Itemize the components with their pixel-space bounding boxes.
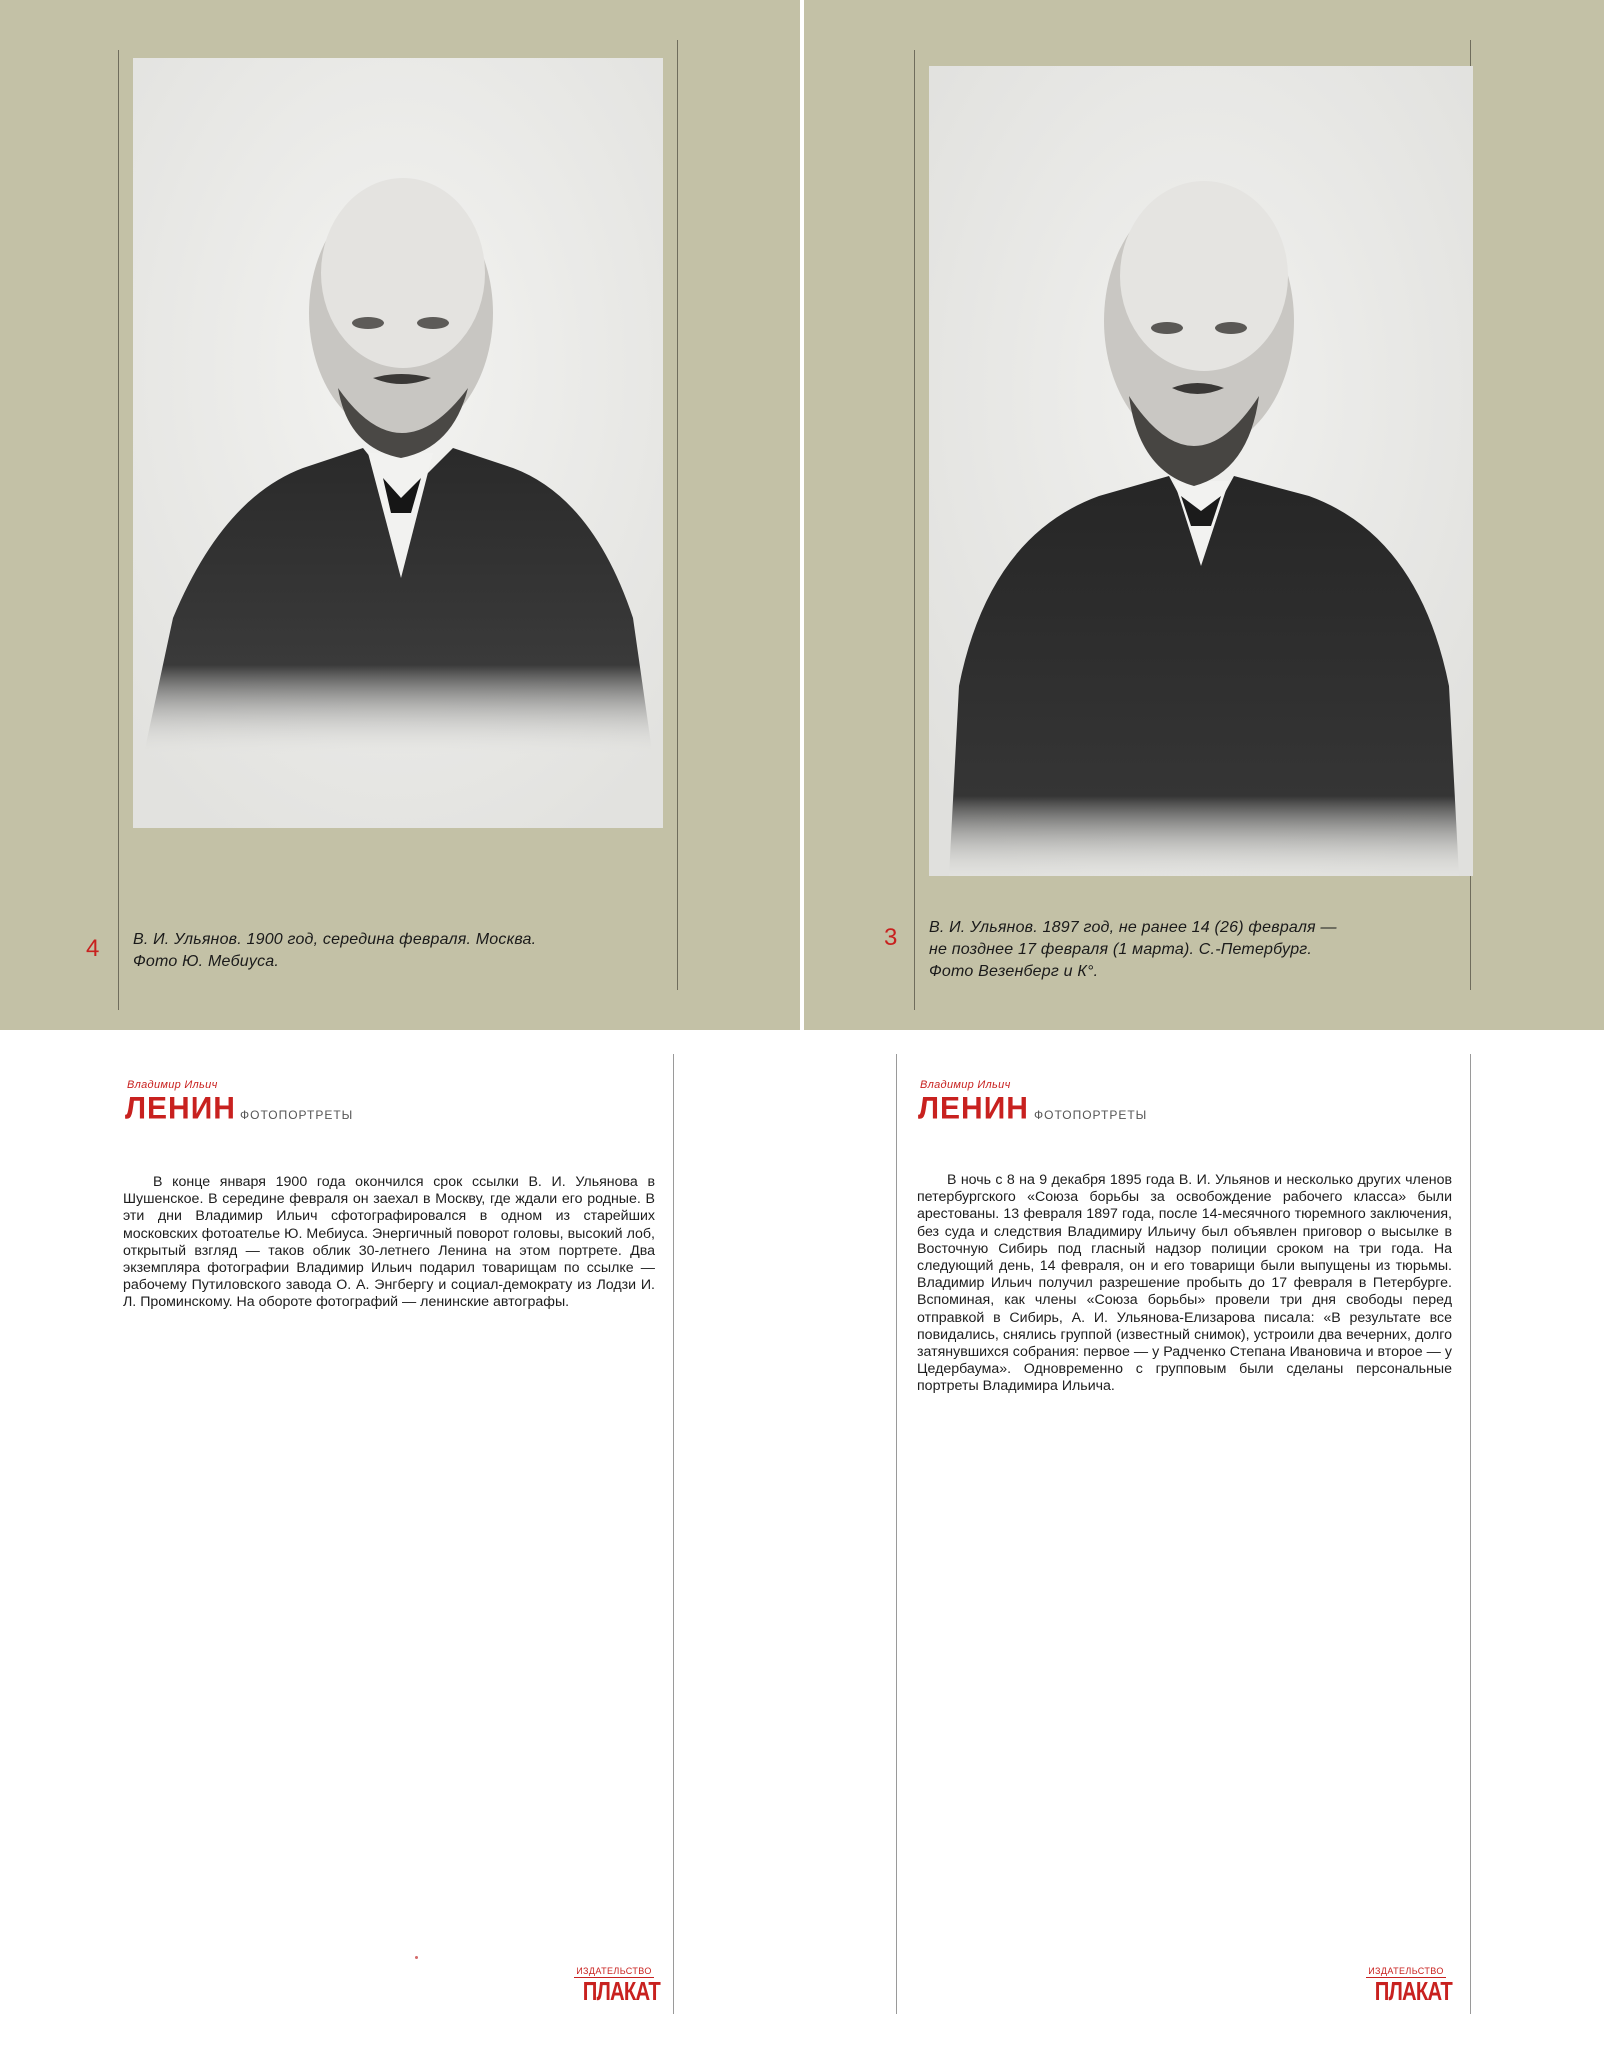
margin-line [914,50,915,1010]
series-kind: ФОТОПОРТРЕТЫ [1034,1108,1148,1122]
series-title: ЛЕНИН [918,1091,1029,1126]
description-text: В конце января 1900 года окончился срок ссылки В. И. Ульянова в Шушенское. В середине февраля он заехал в Москву, где ждали его родные. В эти дни Владимир Ильич сфотографировался в одном из старейших московских фотоателье Ю. Мебиуса. Энергичный поворот головы, высокий лоб, открытый взгляд — таков облик 30-летнего Ленина на этом портрете. Два экземпляра фотографии Владимир Ильич подарил товарищам по ссылке — рабочему Путиловского завода О. А. Энгбергу и социал-демократу из Лодзи И. Л. Проминскому. На обороте фотографий — ленинские автографы. [123,1174,655,1311]
description-text: В ночь с 8 на 9 декабря 1895 года В. И. Ульянов и несколько других членов петербургского «Союза борьбы за освобождение рабочего класса» были арестованы. 13 февраля 1897 года, после 14-месячного тюремного заключения, без суда и следствия Владимиру Ильичу был объявлен приговор о высылке в Восточную Сибирь под гласный надзор полиции сроком на три года. На следующий день, 14 февраля, он и его товарищи были выпущены из тюрьмы. Владимир Ильич получил разрешение пробыть до 17 февраля в Петербурге. Вспоминая, как члены «Союза борьбы» провели три дня свободы перед отправкой в Сибирь, А. И. Ульянова-Елизарова писала: «В результате все повидались, снялись группой (известный снимок), устроили два вечерних, долго затянувшихся собрания: первое — у Радченко Степана Ивановича и второе — у Цедербаума». Одновременно с групповым были сделаны персональные портреты Владимира Ильича. [917,1172,1452,1395]
series-kind: ФОТОПОРТРЕТЫ [240,1108,354,1122]
series-subtitle: Владимир Ильич [127,1079,218,1091]
caption-line: Фото Ю. Мебиуса. [133,953,280,970]
series-title: ЛЕНИН [125,1091,236,1126]
publisher-logo: ИЗДАТЕЛЬСТВО ПЛАКАТ [1366,1966,1446,2004]
caption-line: В. И. Ульянов. 1897 год, не ранее 14 (26) февраля — [929,919,1337,936]
postcard-back-4 [0,1036,800,2048]
photo-caption [133,929,536,973]
caption-line: не позднее 17 февраля (1 марта). С.-Петербург. [929,941,1313,958]
margin-line [118,50,119,1010]
photo-caption [929,917,1337,983]
print-mark [415,1956,418,1959]
margin-line [677,40,678,990]
portrait-photo [929,66,1473,876]
margin-line [1470,1054,1471,2014]
portrait-photo [133,58,663,828]
publisher-logo: ИЗДАТЕЛЬСТВО ПЛАКАТ [574,1966,654,2004]
series-subtitle: Владимир Ильич [920,1079,1011,1091]
card-number: 4 [86,935,100,962]
card-number: 3 [884,924,898,951]
caption-line: Фото Везенберг и К°. [929,963,1099,980]
margin-line [896,1054,897,2014]
postcard-back-3 [804,1036,1604,2048]
postcard-front-3 [804,0,1604,1030]
caption-line: В. И. Ульянов. 1900 год, середина февраля. Москва. [133,931,537,948]
margin-line [673,1054,674,2014]
postcard-front-4 [0,0,800,1030]
